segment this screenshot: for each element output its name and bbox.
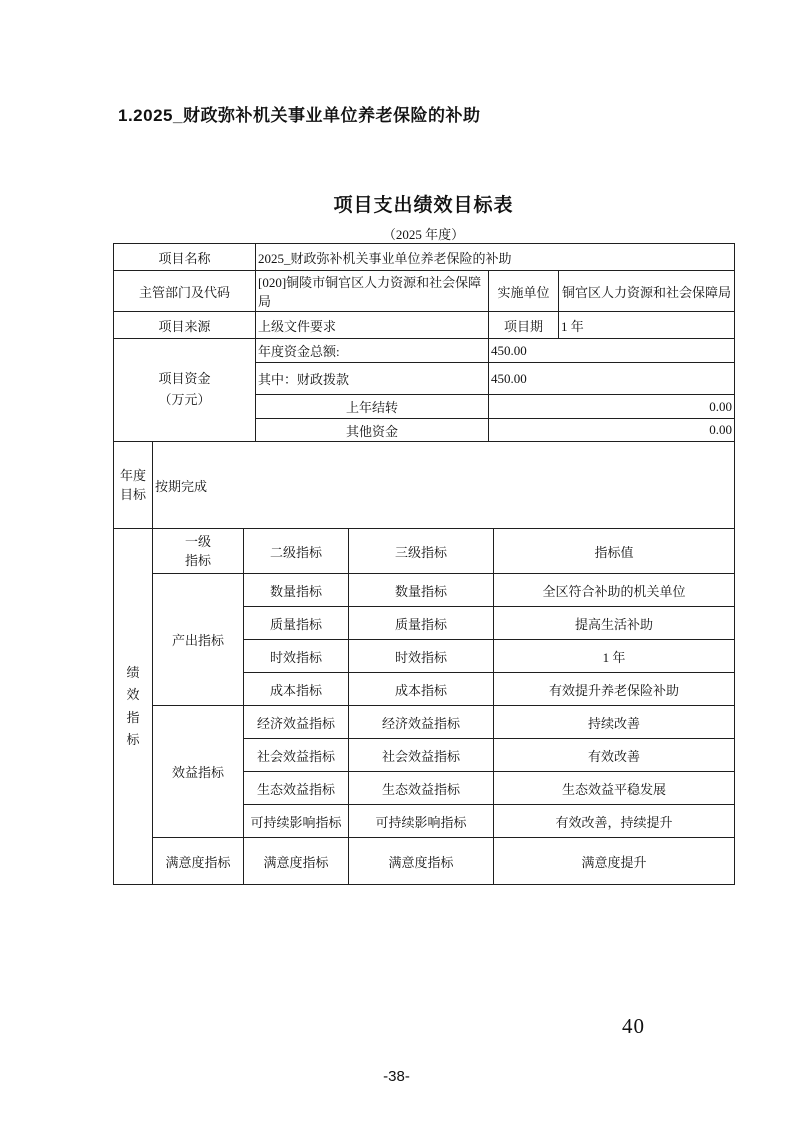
l3-cell: 社会效益指标 xyxy=(349,739,494,772)
row-annual-goal xyxy=(114,442,735,529)
l2-cell: 成本指标 xyxy=(244,673,349,706)
indicator-row xyxy=(114,838,735,885)
value-cell: 提高生活补助 xyxy=(494,607,735,640)
funding-carryover-label: 上年结转 xyxy=(256,395,489,419)
header-level1-text: 一级指标 xyxy=(184,533,211,568)
l2-cell: 生态效益指标 xyxy=(244,772,349,805)
group-benefit-label: 效益指标 xyxy=(153,706,244,838)
table-subtitle: （2025 年度） xyxy=(382,227,465,242)
project-name-value: 2025_财政弥补机关事业单位养老保险的补助 xyxy=(256,244,735,271)
project-source-value: 上级文件要求 xyxy=(256,312,489,339)
l2-cell: 可持续影响指标 xyxy=(244,805,349,838)
footer-page-number: -38- xyxy=(383,1068,410,1085)
department-label: 主管部门及代码 xyxy=(114,271,256,312)
indicator-row xyxy=(114,574,735,607)
funding-label-text: 项目资金（万元） xyxy=(158,371,211,407)
project-name-label: 项目名称 xyxy=(114,244,256,271)
indicator-row xyxy=(114,706,735,739)
annual-goal-label: 年度目标 xyxy=(119,467,146,502)
funding-label xyxy=(114,339,256,442)
l3-cell: 质量指标 xyxy=(349,607,494,640)
value-cell: 生态效益平稳发展 xyxy=(494,772,735,805)
header-value: 指标值 xyxy=(494,529,735,574)
header-level1 xyxy=(153,529,244,574)
value-cell: 有效提升养老保险补助 xyxy=(494,673,735,706)
funding-total-value: 450.00 xyxy=(489,339,735,363)
corner-page-number: 40 xyxy=(622,1014,645,1038)
performance-indicators-side-cell xyxy=(114,529,153,885)
performance-indicators-side-label: 绩效指标 xyxy=(126,665,140,747)
l2-cell: 经济效益指标 xyxy=(244,706,349,739)
l2-cell: 时效指标 xyxy=(244,640,349,673)
row-indicator-header xyxy=(114,529,735,574)
department-value: [020]铜陵市铜官区人力资源和社会保障局 xyxy=(256,271,489,312)
implementing-unit-label: 实施单位 xyxy=(489,271,559,312)
header-level3: 三级指标 xyxy=(349,529,494,574)
funding-total-label: 年度资金总额: xyxy=(256,339,489,363)
value-cell: 有效改善，持续提升 xyxy=(494,805,735,838)
l2-cell: 满意度指标 xyxy=(244,838,349,885)
l3-cell: 生态效益指标 xyxy=(349,772,494,805)
funding-other-label: 其他资金 xyxy=(256,419,489,442)
l3-cell: 可持续影响指标 xyxy=(349,805,494,838)
row-project-source xyxy=(114,312,735,339)
performance-target-table xyxy=(113,243,735,885)
funding-carryover-value: 0.00 xyxy=(489,395,735,419)
l3-cell: 时效指标 xyxy=(349,640,494,673)
l3-cell: 满意度指标 xyxy=(349,838,494,885)
annual-goal-label-cell xyxy=(114,442,153,529)
row-project-name xyxy=(114,244,735,271)
header-level2: 二级指标 xyxy=(244,529,349,574)
funding-fiscal-label: 其中：财政拨款 xyxy=(256,363,489,395)
l2-cell: 质量指标 xyxy=(244,607,349,640)
row-funding-total xyxy=(114,339,735,363)
row-department xyxy=(114,271,735,312)
annual-goal-value: 按期完成 xyxy=(153,442,735,529)
project-period-label: 项目期 xyxy=(489,312,559,339)
l2-cell: 数量指标 xyxy=(244,574,349,607)
implementing-unit-value: 铜官区人力资源和社会保障局 xyxy=(559,271,735,312)
table-title: 项目支出绩效目标表 xyxy=(333,195,514,216)
l3-cell: 成本指标 xyxy=(349,673,494,706)
value-cell: 1 年 xyxy=(494,640,735,673)
value-cell: 全区符合补助的机关单位 xyxy=(494,574,735,607)
group-satisfaction-label: 满意度指标 xyxy=(153,838,244,885)
funding-fiscal-value: 450.00 xyxy=(489,363,735,395)
l3-cell: 数量指标 xyxy=(349,574,494,607)
document-heading: 1.2025_财政弥补机关事业单位养老保险的补助 xyxy=(118,106,481,125)
value-cell: 满意度提升 xyxy=(494,838,735,885)
project-source-label: 项目来源 xyxy=(114,312,256,339)
value-cell: 持续改善 xyxy=(494,706,735,739)
l2-cell: 社会效益指标 xyxy=(244,739,349,772)
value-cell: 有效改善 xyxy=(494,739,735,772)
funding-other-value: 0.00 xyxy=(489,419,735,442)
project-period-value: 1 年 xyxy=(559,312,735,339)
l3-cell: 经济效益指标 xyxy=(349,706,494,739)
group-output-label: 产出指标 xyxy=(153,574,244,706)
